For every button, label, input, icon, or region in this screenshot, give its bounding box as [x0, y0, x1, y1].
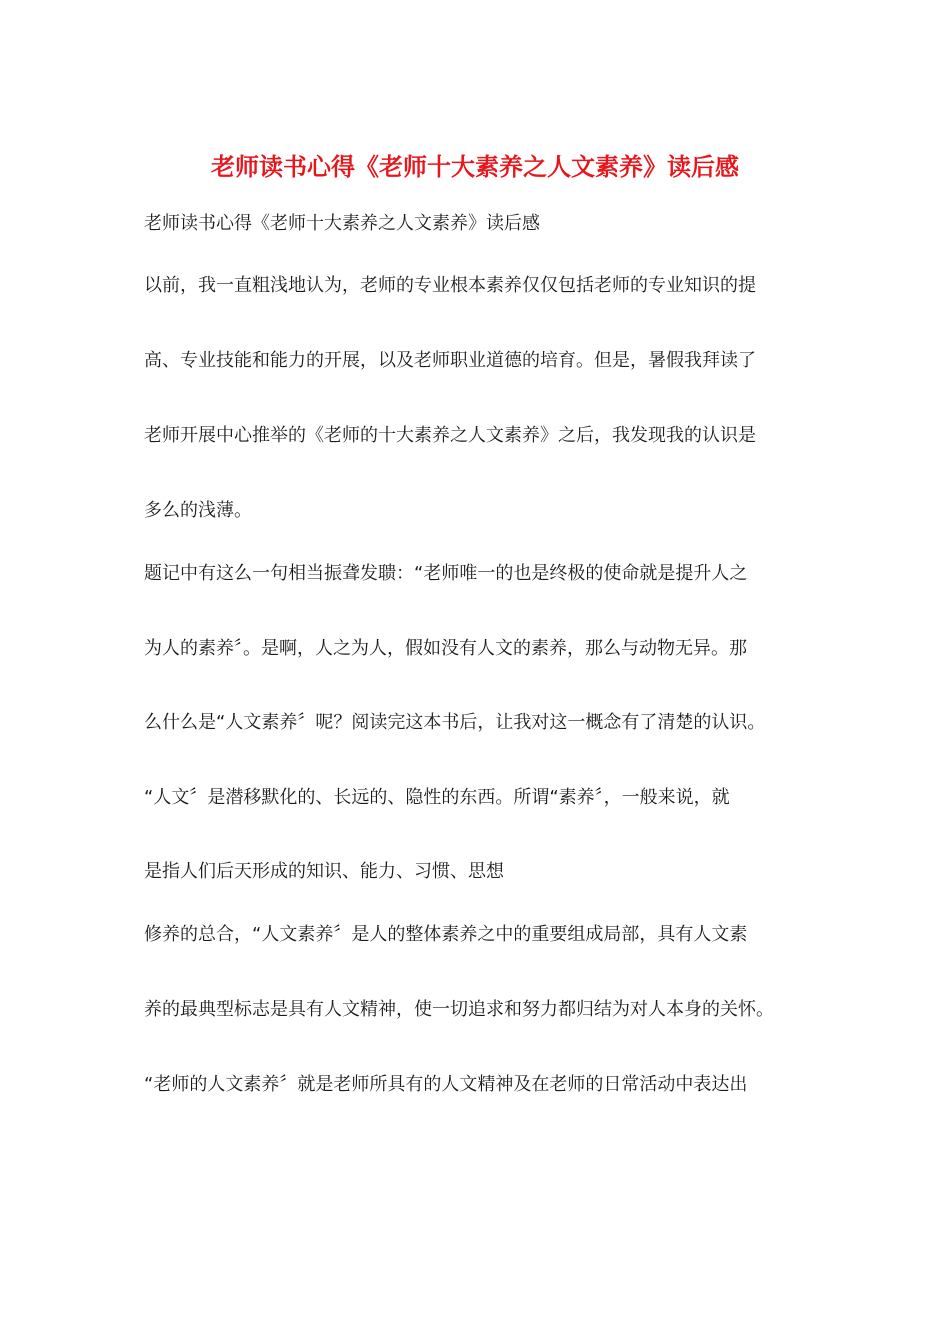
body-line: 高、专业技能和能力的开展，以及老师职业道德的培育。但是，暑假我拜读了: [144, 350, 756, 371]
body-line: 多么的浅薄。: [144, 500, 252, 521]
body-line: 题记中有这么一句相当振聋发聩：“老师唯一的也是终极的使命就是提升人之: [144, 563, 748, 584]
body-line: 么什么是“人文素养〞呢？阅读完这本书后，让我对这一概念有了清楚的认识。: [144, 712, 766, 733]
body-line: 是指人们后天形成的知识、能力、习惯、思想: [144, 861, 504, 882]
body-line: 为人的素养〞。是啊，人之为人，假如没有人文的素养，那么与动物无异。那: [144, 638, 747, 659]
body-line: “老师的人文素养〞就是老师所具有的人文精神及在老师的日常活动中表达出: [144, 1074, 748, 1095]
body-line: 养的最典型标志是具有人文精神，使一切追求和努力都归结为对人本身的关怀。: [144, 999, 774, 1020]
document-title: 老师读书心得《老师十大素养之人文素养》读后感: [211, 152, 739, 181]
body-line: 修养的总合，“人文素养〞是人的整体素养之中的重要组成局部，具有人文素: [144, 924, 748, 945]
body-line: 以前，我一直粗浅地认为，老师的专业根本素养仅仅包括老师的专业知识的提: [144, 275, 756, 296]
subtitle-line: 老师读书心得《老师十大素养之人文素养》读后感: [144, 213, 540, 234]
body-line: “人文〞是潜移默化的、长远的、隐性的东西。所谓“素养〞，一般来说，就: [144, 787, 730, 808]
body-line: 老师开展中心推举的《老师的十大素养之人文素养》之后，我发现我的认识是: [144, 425, 756, 446]
